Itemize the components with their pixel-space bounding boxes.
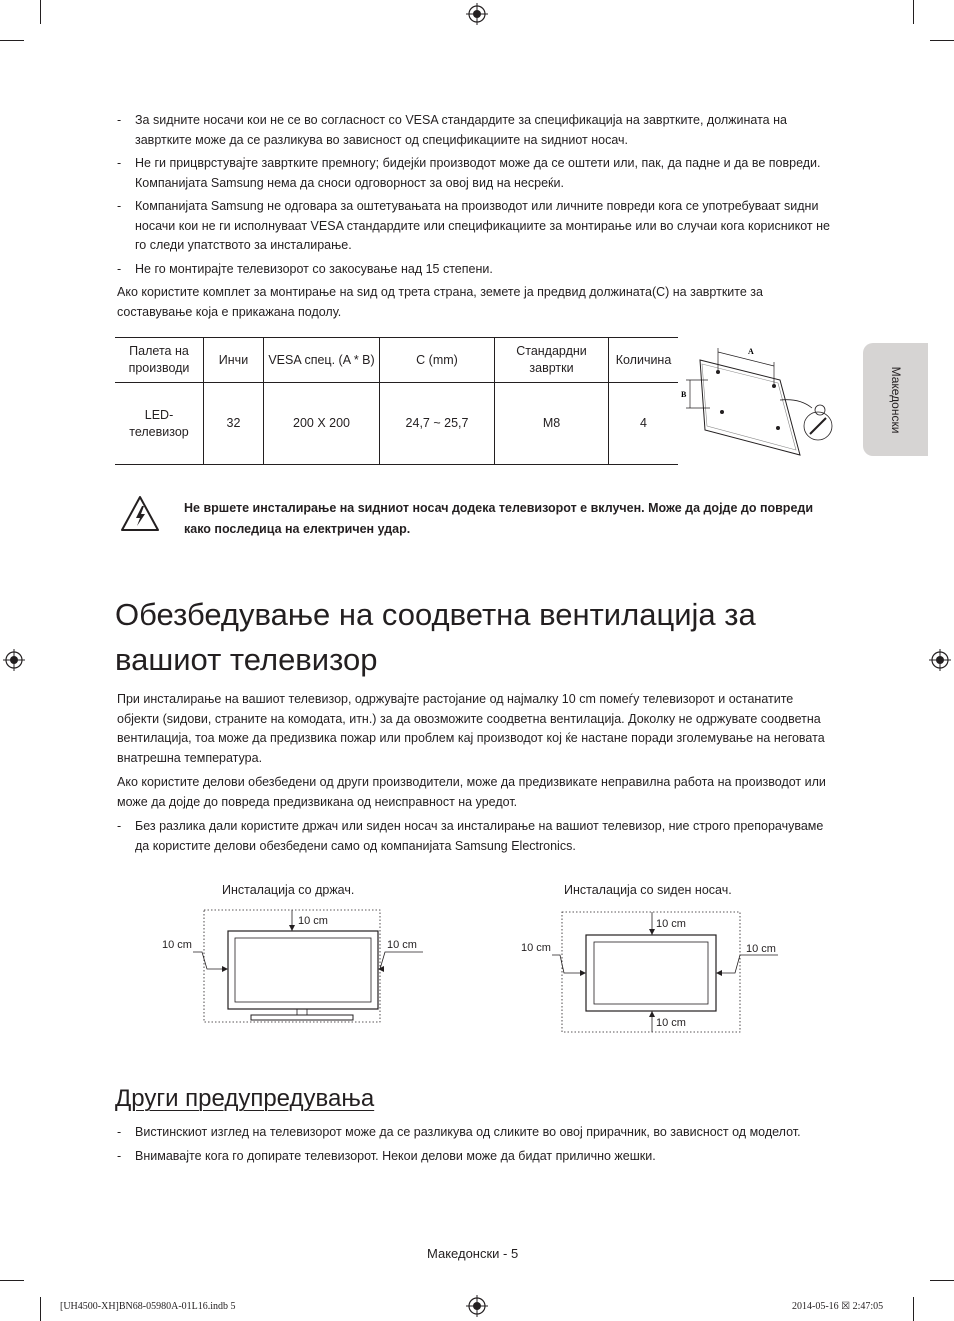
language-tab-label: Македонски (888, 366, 903, 433)
language-side-tab (863, 343, 928, 456)
table-cell: M8 (495, 383, 609, 465)
distance-label: 10 cm (162, 939, 192, 951)
table-header-cell: C (mm) (380, 338, 495, 383)
dimension-b-label: B (681, 390, 687, 399)
ventilation-bullet-list (117, 817, 837, 860)
list-item: - Не ги прицврстувајте завртките премногу; бидејќи производот може да се оштети или, пак, да падне и да ве повреди. Компанијата Samsung нема да сноси одговорност за овој вид на несреќи. (117, 156, 821, 190)
other-bullet-list (117, 1123, 807, 1170)
list-item: - Не го монтирајте телевизорот со закосување над 15 степени. (117, 261, 493, 276)
list-item: - Вистинскиот изглед на телевизорот може да се разликува од сликите во овој прирачник, во зависност од моделот. (117, 1125, 801, 1139)
crop-mark (913, 0, 914, 24)
table-header-cell: VESA спец. (A * B) (264, 338, 380, 383)
ventilation-paragraph: При инсталирање на вашиот телевизор, одржувајте растојание од најмалку 10 cm помеѓу телевизорот и останатите објекти (ѕидови, страните на комодата, итн.) за да овозможите соодветна вентилација. Доколку не одржувате соодветна вентилација, тоа може да предизвика пожар или проблем кај производот кој ќе настане поради зголемување на неговата внатрешна температура. (117, 692, 825, 765)
distance-label: 10 cm (298, 915, 328, 927)
file-slug: [UH4500-XH]BN68-05980A-01L16.indb 5 (60, 1301, 236, 1312)
table-header-cell: Стандардни завртки (495, 338, 609, 383)
intro-bullet-list (117, 111, 837, 283)
print-date: 2014-05-16 ☒ 2:47:05 (792, 1301, 884, 1312)
distance-label: 10 cm (656, 918, 686, 930)
other-warnings-title: Други предупредувања (115, 1085, 375, 1112)
wall-mount-illustration (680, 340, 840, 458)
registration-mark-icon (929, 649, 951, 671)
list-item: - Внимавајте кога го допирате телевизорот. Некои делови може да бидат прилично жешки. (117, 1148, 656, 1163)
wall-installation-diagram (516, 905, 796, 1035)
ventilation-section-title: Обезбедување на соодветна вентилација за вашиот телевизор (115, 597, 756, 677)
dimension-a-label: A (748, 347, 754, 356)
vesa-spec-table (115, 337, 678, 465)
crop-mark (0, 1280, 24, 1281)
list-item: - Без разлика дали користите држач или ѕиден носач за инсталирање на вашиот телевизор, ние строго препорачуваме да користите делови обезбедени само од компанијата Samsung Electronics. (117, 819, 824, 853)
crop-mark (930, 40, 954, 41)
table-cell: 200 X 200 (264, 383, 380, 465)
warning-text: Не вршете инсталирање на ѕидниот носач додека телевизорот е вклучен. Може да дојде до повреди како последица на електричен удар. (184, 501, 814, 536)
crop-mark (40, 1297, 41, 1321)
list-item: - Компанијата Samsung не одговара за оштетувањата на производот или личните повреди кога се употребуваат ѕидни носачи кои не ги исполнуваат VESA стандардите или спецификациите за монтирање или во случаи кога корисникот не го следи упатството за инсталирање. (117, 199, 830, 252)
table-header-cell: Палета на производи (128, 344, 190, 375)
registration-mark-icon (3, 649, 25, 671)
stand-install-title: Инсталација со држач. (222, 883, 355, 897)
wall-install-title: Инсталација со ѕиден носач. (564, 883, 732, 897)
table-row (115, 383, 678, 465)
page-number: Македонски - 5 (427, 1246, 519, 1261)
ventilation-paragraph: Ако користите делови обезбедени од други производители, може да предизвикате неправилна работа на производот или може да дојде до повреда предизвикана од неисправност на уредот. (117, 775, 826, 809)
table-header-cell: Инчи (204, 338, 264, 383)
distance-label: 10 cm (656, 1017, 686, 1029)
crop-mark (0, 40, 24, 41)
table-cell: 4 (609, 383, 679, 465)
distance-label: 10 cm (521, 942, 551, 954)
crop-mark (930, 1280, 954, 1281)
table-header-row (115, 338, 678, 383)
electric-shock-warning-icon (120, 494, 160, 534)
registration-mark-icon (466, 1295, 488, 1317)
stand-installation-diagram (155, 905, 430, 1030)
distance-label: 10 cm (387, 939, 417, 951)
distance-label: 10 cm (746, 943, 776, 955)
table-header-cell: Количина (609, 338, 679, 383)
intro-paragraph: Ако користите комплет за монтирање на ѕид од трета страна, земете ја предвид должината(C) на завртките за составување која е прикажана подолу. (117, 285, 763, 319)
registration-mark-icon (466, 3, 488, 25)
list-item: - За ѕидните носачи кои не се во согласност со VESA стандардите за спецификација на завртките, должината на завртките може да се разликува во зависност од спецификациите на ѕидниот носач. (117, 113, 787, 147)
table-cell: LED-телевизор (129, 407, 189, 439)
table-cell: 24,7 ~ 25,7 (380, 383, 495, 465)
crop-mark (913, 1297, 914, 1321)
table-cell: 32 (204, 383, 264, 465)
crop-mark (40, 0, 41, 24)
